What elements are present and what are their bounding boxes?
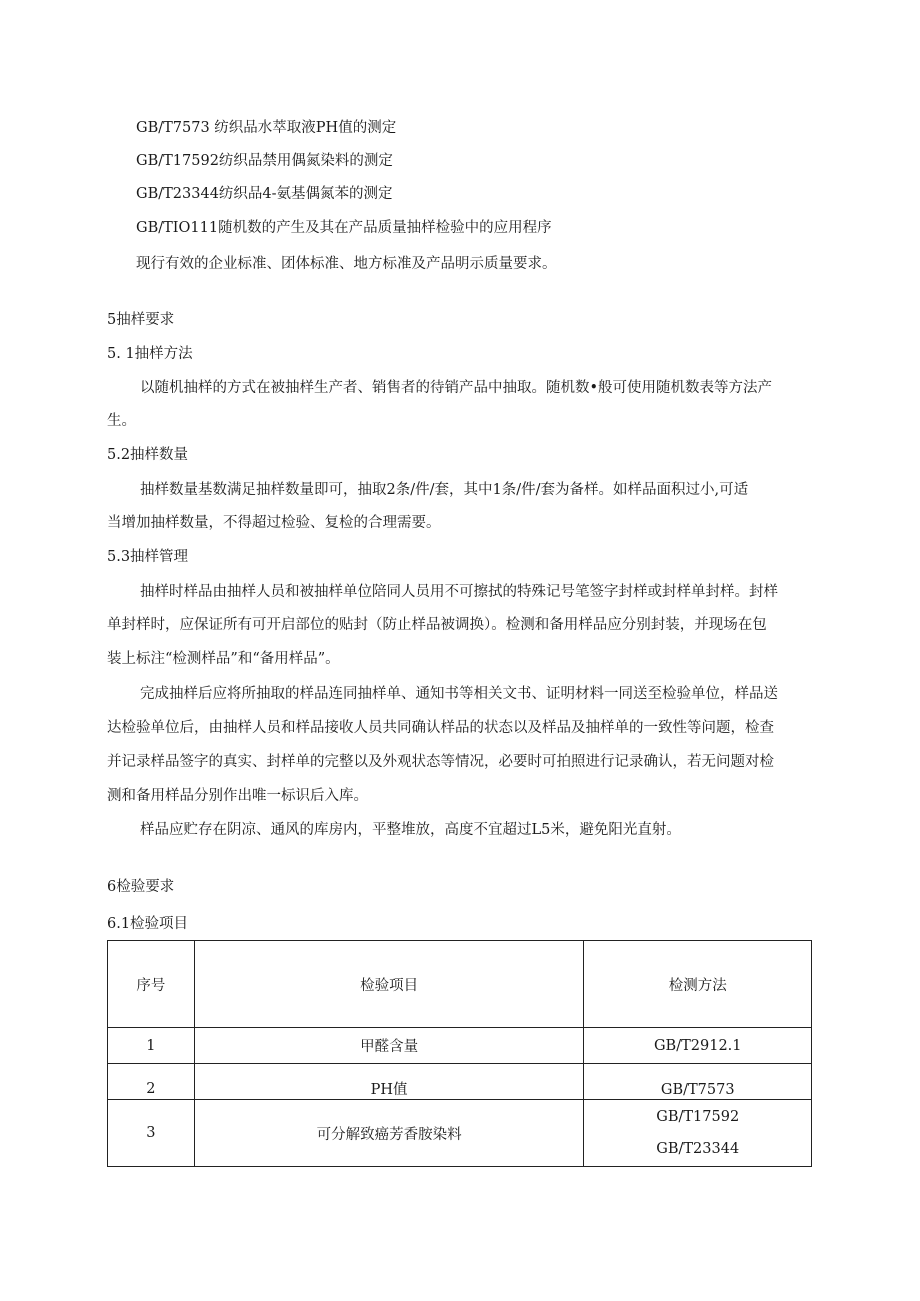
paragraph-5-3a-line-1: 抽样时样品由抽样人员和被抽样单位陪同人员用不可擦拭的特殊记号笔签字封样或封样单封样。封样 — [140, 584, 778, 600]
row-method: GB/T2912.1 — [584, 1028, 812, 1064]
table-header-row — [108, 941, 812, 1028]
ref-line-1: GB/T7573 纺织品水萃取液PH值的测定 — [136, 120, 397, 136]
paragraph-5-3a-line-2: 单封样时，应保证所有可开启部位的贴封（防止样品被调换）。检测和备用样品应分别封装，并现场在包 — [107, 617, 767, 633]
ref-line-5: 现行有效的企业标准、团体标准、地方标准及产品明示质量要求。 — [136, 256, 557, 272]
header-item: 检验项目 — [194, 941, 584, 1028]
table-row — [108, 1100, 812, 1167]
ref-line-4: GB/TIO111随机数的产生及其在产品质量抽样检验中的应用程序 — [136, 220, 552, 236]
row-method-cell — [584, 1100, 812, 1167]
paragraph-5-2-line-2: 当增加抽样数量，不得超过检验、复检的合理需要。 — [107, 515, 441, 531]
row-no: 3 — [108, 1100, 195, 1167]
section-5-title: 5抽样要求 — [107, 312, 175, 328]
paragraph-5-3b-line-4: 测和备用样品分别作出唯一标识后入库。 — [107, 788, 368, 804]
paragraph-5-1-line-2: 生。 — [107, 413, 136, 429]
row-item: PH值 — [194, 1064, 584, 1100]
header-no: 序号 — [108, 941, 195, 1028]
row-method: GB/T17592 — [656, 1109, 740, 1125]
paragraph-5-3b-line-3: 并记录样品签字的真实、封样单的完整以及外观状态等情况，必要时可拍照进行记录确认，若无问题对检 — [107, 754, 774, 770]
row-method: GB/T7573 — [584, 1064, 812, 1100]
row-item: 可分解致癌芳香胺染料 — [194, 1100, 584, 1167]
ref-line-3: GB/T23344纺织品4-氨基偶氮苯的测定 — [136, 186, 393, 202]
section-5-1-title: 5. 1抽样方法 — [107, 346, 193, 362]
paragraph-5-3a-line-3: 装上标注“检测样品”和“备用样品”。 — [107, 651, 340, 667]
section-6-title: 6检验要求 — [107, 879, 175, 895]
paragraph-5-3c-line-1: 样品应贮存在阴凉、通风的库房内，平整堆放，高度不宜超过L5米，避免阳光直射。 — [140, 822, 681, 838]
row-item: 甲醛含量 — [194, 1028, 584, 1064]
inspection-items-table — [107, 940, 812, 1167]
section-5-3-title: 5.3抽样管理 — [107, 549, 189, 565]
paragraph-5-2-line-1: 抽样数量基数满足抽样数量即可，抽取2条/件/套，其中1条/件/套为备样。如样品面积过小,可适 — [140, 482, 749, 498]
table-row — [108, 1064, 812, 1100]
row-no: 2 — [108, 1064, 195, 1100]
ref-line-2: GB/T17592纺织品禁用偶氮染料的测定 — [136, 153, 393, 169]
paragraph-5-3b-line-2: 达检验单位后，由抽样人员和样品接收人员共同确认样品的状态以及样品及抽样单的一致性等问题，检查 — [107, 720, 774, 736]
section-5-2-title: 5.2抽样数量 — [107, 447, 189, 463]
section-6-1-title: 6.1检验项目 — [107, 916, 189, 932]
row-no: 1 — [108, 1028, 195, 1064]
paragraph-5-1-line-1: 以随机抽样的方式在被抽样生产者、销售者的待销产品中抽取。随机数•般可使用随机数表等方法产 — [140, 380, 773, 396]
row-method-2: GB/T23344 — [656, 1141, 740, 1157]
table-row — [108, 1028, 812, 1064]
paragraph-5-3b-line-1: 完成抽样后应将所抽取的样品连同抽样单、通知书等相关文书、证明材料一同送至检验单位，样品送 — [140, 686, 778, 702]
header-method: 检测方法 — [584, 941, 812, 1028]
